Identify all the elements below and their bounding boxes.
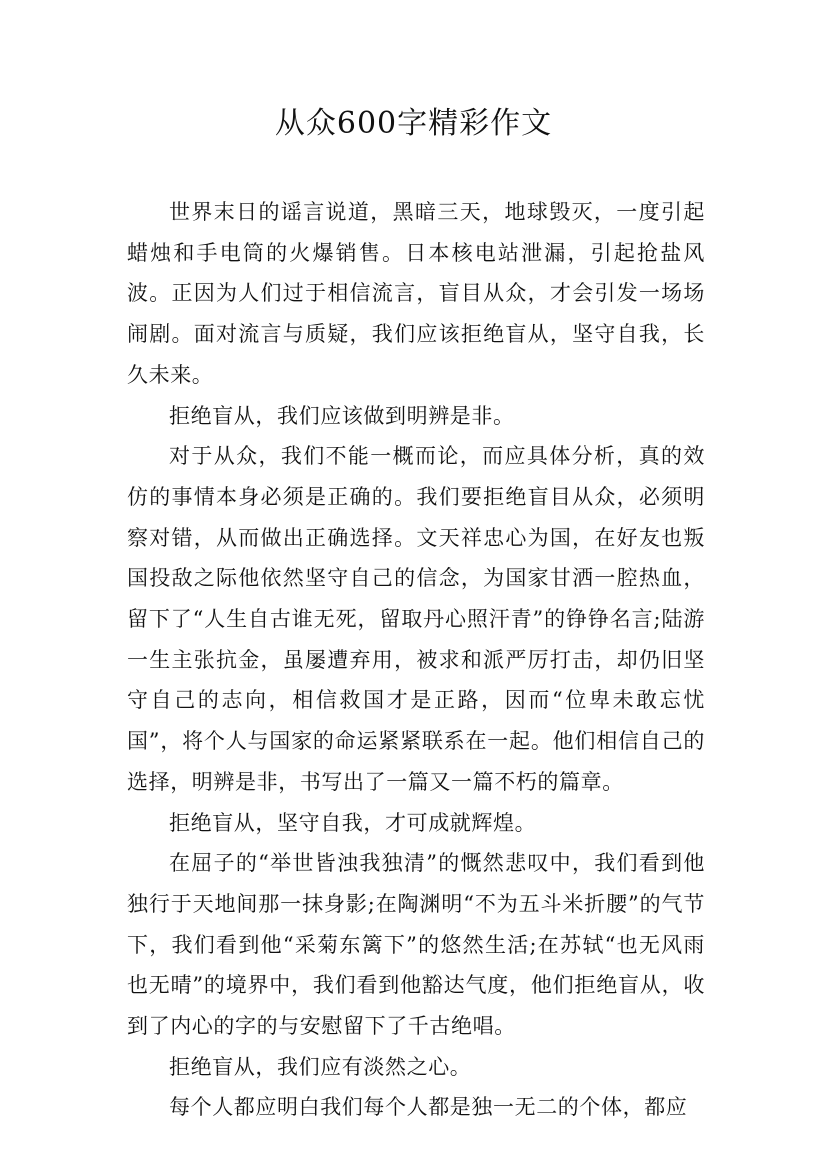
document-title: 从众600字精彩作文 xyxy=(274,106,553,141)
paragraph: 世界末日的谣言说道，黑暗三天，地球毁灭，一度引起蜡烛和手电筒的火爆销售。日本核电站泄漏，引起抢盐风波。正因为人们过于相信流言，盲目从众，才会引发一场场闹剧。面对流言与质疑，我们应该拒绝盲从，坚守自我，长久未来。 xyxy=(127,200,705,387)
paragraph: 拒绝盲从，我们应该做到明辨是非。 xyxy=(169,403,515,428)
paragraph: 对于从众，我们不能一概而论，而应具体分析，真的效仿的事情本身必须是正确的。我们要拒绝盲目从众，必须明察对错，从而做出正确选择。文天祥忠心为国，在好友也叛国投敌之际他依然坚守自己的信念，为国家甘洒一腔热血，留下了“人生自古谁无死，留取丹心照汗青”的铮铮名言;陆游一生主张抗金，虽屡遭弃用，被求和派严厉打击，却仍旧坚守自己的志向，相信救国才是正路，因而“位卑未敢忘忧国”，将个人与国家的命运紧紧联系在一起。他们相信自己的选择，明辨是非，书写出了一篇又一篇不朽的篇章。 xyxy=(127,444,705,794)
paragraph: 在屈子的“举世皆浊我独清”的慨然悲叹中，我们看到他独行于天地间那一抹身影;在陶渊明“不为五斗米折腰”的气节下，我们看到他“采菊东篱下”的悠然生活;在苏轼“也无风雨也无晴”的境界中，我们看到他豁达气度，他们拒绝盲从，收到了内心的字的与安慰留下了千古绝唱。 xyxy=(127,851,705,1039)
paragraph: 拒绝盲从，坚守自我，才可成就辉煌。 xyxy=(169,810,537,835)
paragraph: 拒绝盲从，我们应有淡然之心。 xyxy=(169,1054,472,1079)
document-body xyxy=(127,192,705,1128)
paragraph: 每个人都应明白我们每个人都是独一无二的个体，都应 xyxy=(169,1095,688,1120)
